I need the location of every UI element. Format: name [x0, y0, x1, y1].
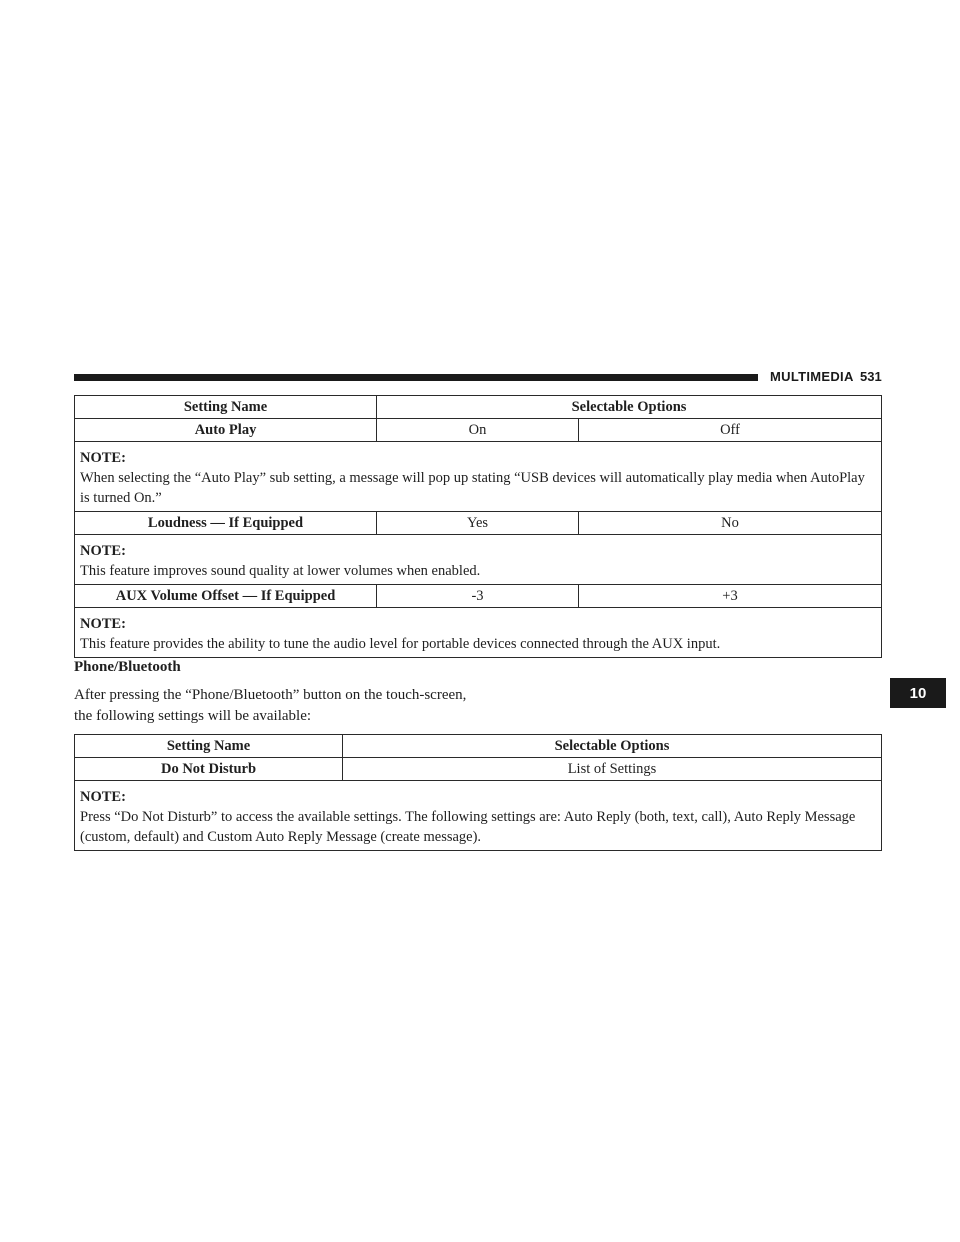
- option-cell: On: [377, 419, 579, 442]
- table-row: [75, 585, 882, 608]
- option-cell: Off: [579, 419, 882, 442]
- page-number: 531: [860, 369, 882, 384]
- note-row: [75, 608, 882, 658]
- table-header-row: [75, 735, 882, 758]
- option-cell: -3: [377, 585, 579, 608]
- section-heading: Phone/Bluetooth: [74, 659, 181, 675]
- option-cell: +3: [579, 585, 882, 608]
- note-row: [75, 535, 882, 585]
- header-rule: [74, 374, 758, 381]
- note-text: This feature improves sound quality at lower volumes when enabled.: [80, 563, 481, 579]
- audio-settings-table: [74, 395, 882, 658]
- note-text: When selecting the “Auto Play” sub setting, a message will pop up stating “USB devices will automatically play media when AutoPlay is turned On.”: [80, 470, 865, 506]
- option-cell: List of Settings: [343, 758, 882, 781]
- section-intro-text: After pressing the “Phone/Bluetooth” button on the touch-screen, the following settings will be available:: [74, 687, 467, 724]
- setting-name-cell: Loudness — If Equipped: [75, 512, 377, 535]
- setting-name-cell: Do Not Disturb: [75, 758, 343, 781]
- note-cell: [75, 608, 882, 658]
- note-label: NOTE:: [80, 616, 126, 632]
- note-text: This feature provides the ability to tune the audio level for portable devices connected through the AUX input.: [80, 636, 721, 652]
- section-title: MULTIMEDIA: [770, 369, 854, 384]
- column-header-setting-name: Setting Name: [75, 735, 343, 758]
- note-row: [75, 781, 882, 851]
- column-header-selectable-options: Selectable Options: [377, 396, 882, 419]
- note-label: NOTE:: [80, 543, 126, 559]
- note-text: Press “Do Not Disturb” to access the available settings. The following settings are: Auto Reply (both, text, call), Auto Reply Message (custom, default) and Custom Auto Reply Message (create message).: [80, 809, 856, 845]
- setting-name-cell: Auto Play: [75, 419, 377, 442]
- table-row: [75, 419, 882, 442]
- note-cell: [75, 535, 882, 585]
- table-row: [75, 512, 882, 535]
- column-header-selectable-options: Selectable Options: [343, 735, 882, 758]
- column-header-setting-name: Setting Name: [75, 396, 377, 419]
- note-cell: [75, 781, 882, 851]
- phone-settings-table: [74, 734, 882, 851]
- setting-name-cell: AUX Volume Offset — If Equipped: [75, 585, 377, 608]
- table-row: [75, 758, 882, 781]
- chapter-tab: 10: [890, 678, 946, 708]
- table-header-row: [75, 396, 882, 419]
- note-label: NOTE:: [80, 450, 126, 466]
- note-cell: [75, 442, 882, 512]
- option-cell: Yes: [377, 512, 579, 535]
- note-row: [75, 442, 882, 512]
- note-label: NOTE:: [80, 789, 126, 805]
- option-cell: No: [579, 512, 882, 535]
